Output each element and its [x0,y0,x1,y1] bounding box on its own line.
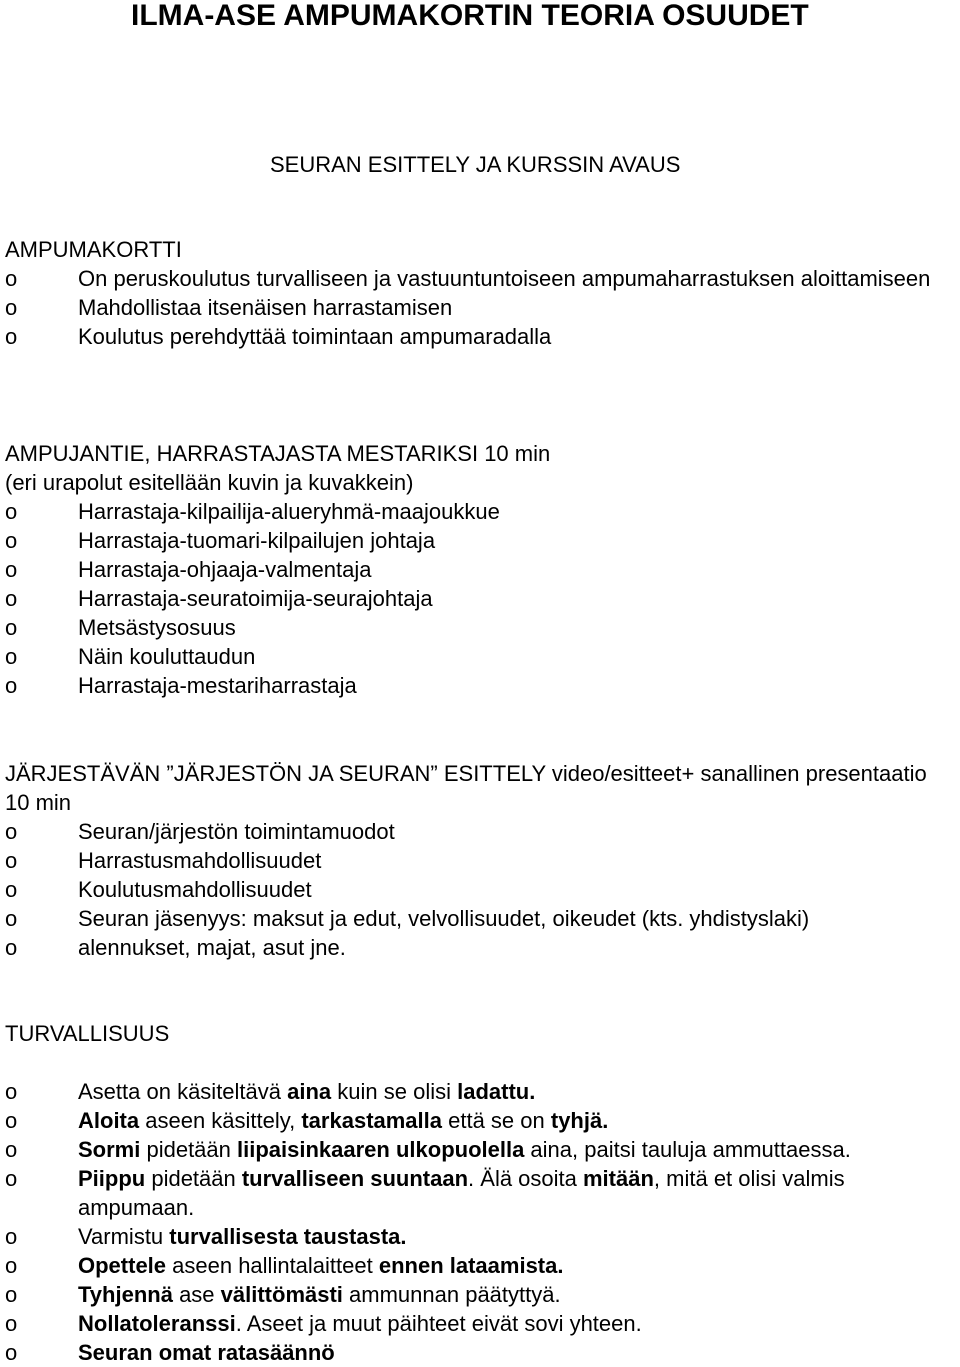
bold-run: Opettele [78,1253,167,1278]
text-run: pidetään [140,1137,237,1162]
bold-run: tyhjä. [550,1108,609,1133]
list-item-text: Mahdollistaa itsenäisen harrastamisen [78,295,453,320]
bold-run: Seuran omat ratasäännö [78,1340,335,1365]
text-run: , mitä et olisi valmis ampumaan. [78,1166,845,1220]
bullet-icon: o [5,295,18,320]
bullet-icon: o [5,1166,18,1191]
list-item-text: alennukset, majat, asut jne. [78,935,346,960]
bullet-list [5,817,955,962]
bullet-icon: o [5,1340,18,1365]
bullet-icon: o [5,1137,18,1162]
bold-run: liipaisinkaaren ulkopuolella [237,1137,525,1162]
bullet-icon: o [5,1253,18,1278]
document-title: ILMA-ASE AMPUMAKORTIN TEORIA OSUUDET [131,0,809,32]
bold-run: ennen lataamista. [378,1253,564,1278]
bullet-icon: o [5,1311,18,1336]
bullet-icon: o [5,877,18,902]
list-item [5,904,955,933]
safety-rule-item [5,1280,955,1309]
list-item [5,293,955,322]
bullet-list [5,264,955,351]
bullet-icon: o [5,819,18,844]
list-item [5,497,955,526]
bold-run: turvalliseen suuntaan [241,1166,469,1191]
safety-rule-text [78,1079,535,1104]
bullet-icon: o [5,615,18,640]
text-run: . Älä osoita [468,1166,583,1191]
safety-rule-item [5,1077,955,1106]
list-item [5,933,955,962]
bullet-list [5,1077,955,1367]
list-item [5,875,955,904]
bold-run: välittömästi [220,1282,343,1307]
list-item [5,817,955,846]
bold-run: aina [287,1079,332,1104]
bold-run: tarkastamalla [301,1108,443,1133]
safety-rule-text [78,1340,335,1365]
safety-rule-item [5,1222,955,1251]
list-item [5,613,955,642]
bullet-icon: o [5,499,18,524]
list-item [5,526,955,555]
list-item [5,322,955,351]
list-item-text: Koulutusmahdollisuudet [78,877,312,902]
text-run: kuin se olisi [331,1079,458,1104]
bullet-icon: o [5,1079,18,1104]
text-run: aseen hallintalaitteet [166,1253,379,1278]
bullet-icon: o [5,1108,18,1133]
list-item [5,555,955,584]
section-heading-turvallisuus: TURVALLISUUS [5,1021,170,1046]
list-item-text: Harrastaja-seuratoimija-seurajohtaja [78,586,433,611]
text-run: Asetta on käsiteltävä [78,1079,288,1104]
bold-run: Nollatoleranssi [78,1311,236,1336]
list-item-text: Metsästysosuus [78,615,236,640]
safety-rule-text [78,1282,561,1307]
safety-rule-text [78,1311,642,1336]
bullet-icon: o [5,906,18,931]
safety-rule-text [78,1224,407,1249]
bullet-icon: o [5,586,18,611]
section-esittely [5,759,955,962]
section-heading: AMPUJANTIE, HARRASTAJASTA MESTARIKSI 10 min [5,441,551,466]
bold-run: Tyhjennä [78,1282,173,1307]
bullet-icon: o [5,557,18,582]
safety-rule-item [5,1164,955,1222]
safety-rule-item [5,1251,955,1280]
text-run: että se on [442,1108,551,1133]
bullet-icon: o [5,848,18,873]
text-run: . Aseet ja muut päihteet eivät sovi yhteen. [235,1311,642,1336]
bullet-icon: o [5,644,18,669]
bold-run: Piippu [78,1166,146,1191]
bullet-icon: o [5,935,18,960]
document-subtitle: SEURAN ESITTELY JA KURSSIN AVAUS [270,152,681,177]
safety-rule-text [78,1166,845,1220]
list-item-text: Koulutus perehdyttää toimintaan ampumaradalla [78,324,552,349]
safety-rule-text [78,1137,851,1162]
list-item-text: Näin kouluttaudun [78,644,256,669]
bullet-icon: o [5,1282,18,1307]
list-item-text: On peruskoulutus turvalliseen ja vastuuntuntoiseen ampumaharrastuksen aloittamiseen [78,266,931,291]
section-heading: JÄRJESTÄVÄN ”JÄRJESTÖN JA SEURAN” ESITTELY video/esitteet+ sanallinen presentaatio 10 min [5,761,927,815]
text-run: ammunnan päätyttyä. [342,1282,561,1307]
list-item-text: Harrastaja-mestariharrastaja [78,673,357,698]
safety-rule-text [78,1253,564,1278]
section-turvallisuus [5,1077,955,1367]
bullet-icon: o [5,266,18,291]
list-item-text: Harrastaja-tuomari-kilpailujen johtaja [78,528,436,553]
safety-rule-text [78,1108,608,1133]
list-item-text: Seuran jäsenyys: maksut ja edut, velvollisuudet, oikeudet (kts. yhdistyslaki) [78,906,810,931]
list-item-text: Seuran/järjestön toimintamuodot [78,819,395,844]
bullet-icon: o [5,324,18,349]
bold-run: Aloita [78,1108,140,1133]
safety-rule-item [5,1135,955,1164]
list-item-text: Harrastaja-kilpailija-alueryhmä-maajoukkue [78,499,500,524]
bold-run: mitään [583,1166,654,1191]
safety-rule-item [5,1309,955,1338]
section-heading: AMPUMAKORTTI [5,237,182,262]
text-run: aina, paitsi tauluja ammuttaessa. [524,1137,851,1162]
list-item [5,846,955,875]
section-ampumakortti [5,235,955,351]
list-item [5,642,955,671]
bold-run: Sormi [78,1137,141,1162]
section-ampujantie [5,439,955,700]
section-subheading: (eri urapolut esitellään kuvin ja kuvakkein) [5,470,414,495]
bold-run: ladattu. [457,1079,536,1104]
bold-run: turvallisesta taustasta. [169,1224,407,1249]
list-item [5,584,955,613]
list-item [5,671,955,700]
bullet-list [5,497,955,700]
list-item [5,264,955,293]
bullet-icon: o [5,528,18,553]
list-item-text: Harrastusmahdollisuudet [78,848,322,873]
bullet-icon: o [5,1224,18,1249]
list-item-text: Harrastaja-ohjaaja-valmentaja [78,557,372,582]
text-run: Varmistu [78,1224,170,1249]
bullet-icon: o [5,673,18,698]
safety-rule-item [5,1106,955,1135]
text-run: pidetään [145,1166,242,1191]
text-run: aseen käsittely, [139,1108,302,1133]
text-run: ase [172,1282,221,1307]
